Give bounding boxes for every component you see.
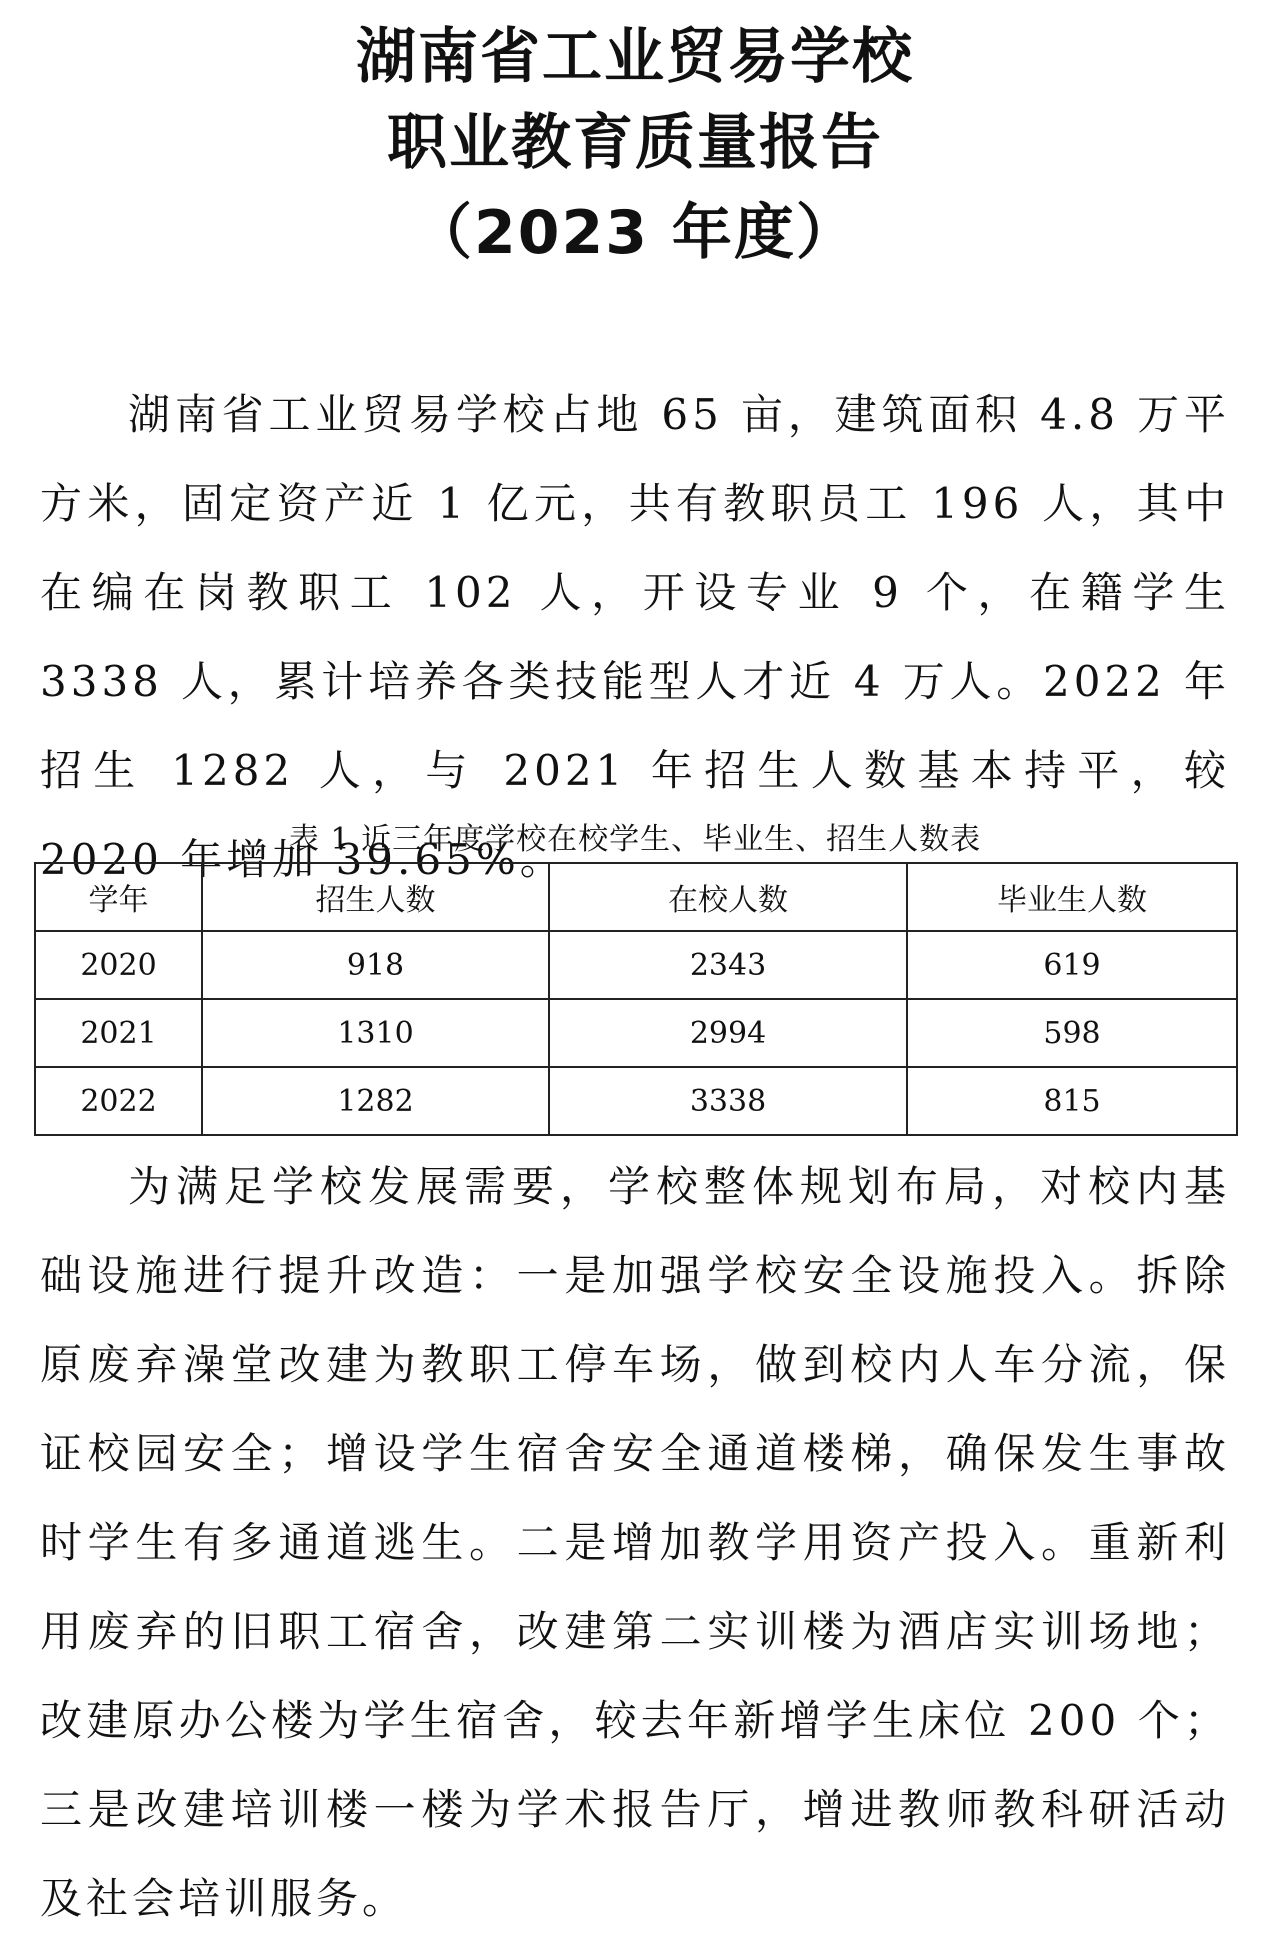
cell-year: 2021 bbox=[35, 999, 202, 1067]
header-graduates: 毕业生人数 bbox=[907, 863, 1237, 931]
cell-admissions: 1282 bbox=[202, 1067, 549, 1135]
cell-admissions: 1310 bbox=[202, 999, 549, 1067]
table-row bbox=[35, 931, 1237, 999]
header-admissions: 招生人数 bbox=[202, 863, 549, 931]
cell-enrolled: 3338 bbox=[549, 1067, 907, 1135]
report-title-main: 职业教育质量报告 bbox=[387, 108, 883, 178]
header-enrolled: 在校人数 bbox=[549, 863, 907, 931]
intro-paragraph: 湖南省工业贸易学校占地 65 亩，建筑面积 4.8 万平方米，固定资产近 1 亿元，共有教职员工 196 人，其中在编在岗教职工 102 人，开设专业 9 个，在籍学生 3338 人，累计培养各类技能型人才近 4 万人。2022 年招生 1282 人，与 2021 年招生人数基本持平，较 2020 年增加 39.65%。 bbox=[40, 390, 1230, 884]
infrastructure-paragraph: 为满足学校发展需要，学校整体规划布局，对校内基础设施进行提升改造：一是加强学校安全设施投入。拆除原废弃澡堂改建为教职工停车场，做到校内人车分流，保证校园安全；增设学生宿舍安全通道楼梯，确保发生事故时学生有多通道逃生。二是增加教学用资产投入。重新利用废弃的旧职工宿舍，改建第二实训楼为酒店实训场地；改建原办公楼为学生宿舍，较去年新增学生床位 200 个；三是改建培训楼一楼为学术报告厅，增进教师教科研活动及社会培训服务。 bbox=[40, 1162, 1230, 1923]
cell-year: 2020 bbox=[35, 931, 202, 999]
table-caption: 表 1 近三年度学校在校学生、毕业生、招生人数表 bbox=[288, 822, 982, 857]
cell-year: 2022 bbox=[35, 1067, 202, 1135]
table-header-row bbox=[35, 863, 1237, 931]
cell-graduates: 619 bbox=[907, 931, 1237, 999]
table-row bbox=[35, 1067, 1237, 1135]
table-row bbox=[35, 999, 1237, 1067]
cell-graduates: 598 bbox=[907, 999, 1237, 1067]
report-title-school: 湖南省工业贸易学校 bbox=[356, 22, 914, 92]
cell-admissions: 918 bbox=[202, 931, 549, 999]
report-title-year: （2023 年度） bbox=[412, 198, 858, 268]
enrollment-table bbox=[34, 862, 1238, 1136]
cell-graduates: 815 bbox=[907, 1067, 1237, 1135]
cell-enrolled: 2994 bbox=[549, 999, 907, 1067]
cell-enrolled: 2343 bbox=[549, 931, 907, 999]
header-year: 学年 bbox=[35, 863, 202, 931]
